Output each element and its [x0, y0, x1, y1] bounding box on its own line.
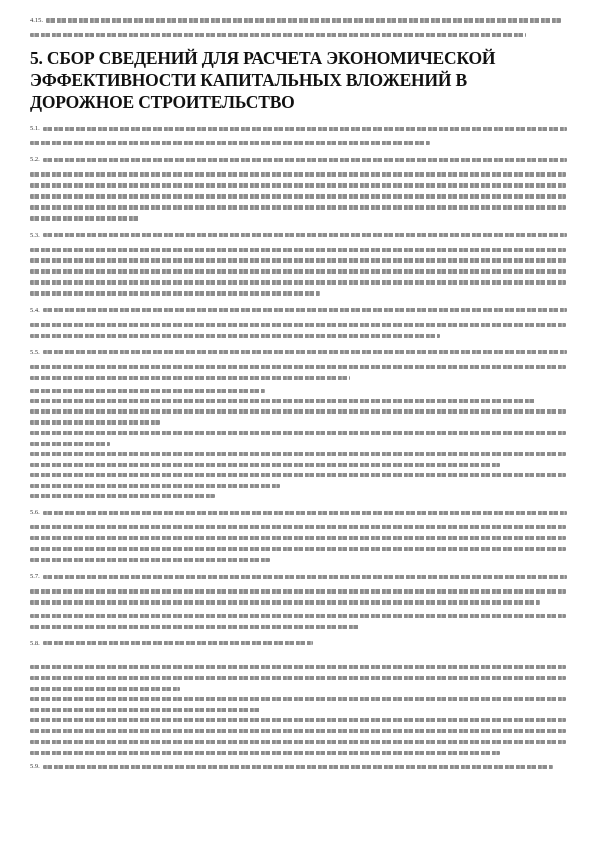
text-line [30, 280, 566, 284]
text-line [30, 365, 566, 369]
text-line [30, 399, 535, 403]
list-item [30, 494, 570, 498]
paragraph-number: 5.8. [30, 639, 40, 647]
text-line [30, 525, 566, 529]
text-line [30, 205, 566, 209]
text-line [30, 216, 140, 220]
text-line [30, 194, 566, 198]
text-line [30, 558, 270, 562]
text-line [43, 233, 567, 237]
text-line [46, 18, 561, 22]
list-item [30, 399, 570, 403]
heading-line: ЭФФЕКТИВНОСТИ КАПИТАЛЬНЫХ ВЛОЖЕНИЙ В [30, 70, 467, 91]
text-line [30, 323, 566, 327]
paragraph-number: 5.9. [30, 763, 40, 771]
text-line [30, 740, 566, 744]
paragraph-5-6 [30, 507, 570, 562]
text-line [30, 258, 566, 262]
text-line [30, 687, 180, 691]
text-line [30, 625, 360, 629]
text-line [30, 463, 500, 467]
list-item [30, 473, 570, 488]
paragraph-number: 5.5. [30, 348, 40, 356]
text-line [30, 600, 540, 604]
list-item [30, 389, 570, 393]
paragraph-5-7 [30, 571, 570, 604]
text-line [30, 589, 566, 593]
paragraph-5-9 [30, 761, 570, 779]
text-line [43, 575, 567, 579]
paragraph-5-5 [30, 347, 570, 380]
text-line [30, 676, 566, 680]
paragraph-5-8 [30, 638, 570, 656]
paragraph-number: 4.15. [30, 17, 43, 24]
text-line [43, 641, 313, 645]
section-heading [30, 47, 570, 113]
paragraph-5-2 [30, 154, 570, 220]
text-line [30, 389, 265, 393]
heading-line: ДОРОЖНОЕ СТРОИТЕЛЬСТВО [30, 92, 295, 113]
text-line [30, 536, 566, 540]
paragraph-number: 5.6. [30, 509, 40, 517]
text-line [43, 511, 567, 515]
list-item [30, 452, 570, 467]
paragraph-number: 5.1. [30, 125, 40, 133]
text-line [43, 765, 553, 769]
text-line [30, 172, 566, 176]
text-line [30, 334, 440, 338]
list-item [30, 697, 570, 712]
text-line [30, 248, 566, 252]
text-line [30, 452, 566, 456]
text-line [30, 33, 526, 37]
text-line [30, 473, 566, 477]
list-item [30, 665, 570, 691]
paragraph-5-4 [30, 305, 570, 338]
text-line [30, 494, 215, 498]
text-line [30, 420, 160, 424]
text-line [30, 665, 566, 669]
text-line [43, 350, 567, 354]
text-line [30, 751, 500, 755]
text-line [30, 729, 566, 733]
text-line [30, 409, 566, 413]
paragraph-number: 5.3. [30, 231, 40, 239]
paragraph-4-15 [30, 15, 570, 37]
paragraph-number: 5.7. [30, 573, 40, 581]
text-line [30, 269, 566, 273]
text-line [30, 614, 566, 618]
heading-line: 5. СБОР СВЕДЕНИЙ ДЛЯ РАСЧЕТА ЭКОНОМИЧЕСКОЙ [30, 48, 496, 69]
text-line [43, 158, 567, 162]
list-item [30, 409, 570, 424]
paragraph-5-1 [30, 123, 570, 145]
list-item [30, 718, 570, 755]
text-line [30, 547, 566, 551]
text-line [30, 718, 566, 722]
text-line [30, 141, 430, 145]
text-line [43, 127, 567, 131]
document-page [30, 15, 570, 788]
list-item [30, 431, 570, 446]
text-line [30, 183, 566, 187]
text-line [30, 442, 110, 446]
paragraph-number: 5.2. [30, 156, 40, 164]
paragraph-5-3 [30, 230, 570, 296]
text-line [30, 484, 280, 488]
paragraph-number: 5.4. [30, 306, 40, 314]
text-line [30, 291, 320, 295]
text-line [30, 431, 566, 435]
text-line [30, 697, 566, 701]
paragraph [30, 614, 570, 629]
text-line [43, 308, 567, 312]
text-line [30, 708, 260, 712]
text-line [30, 376, 350, 380]
